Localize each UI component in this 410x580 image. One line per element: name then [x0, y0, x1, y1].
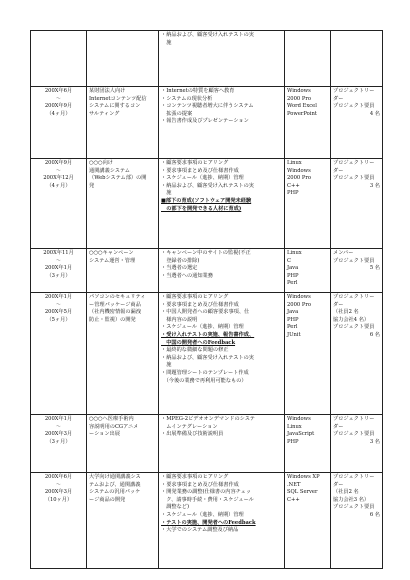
role-line: プロジェクト要員	[333, 324, 375, 331]
client-line: システムの汎用パッケ	[89, 489, 141, 496]
role-cell	[331, 31, 383, 87]
role-line: プロジェクト要員	[333, 504, 375, 511]
period-line: 200X年3月	[44, 431, 73, 438]
project-rows	[31, 31, 383, 569]
env-line: Windows XP	[287, 474, 320, 480]
client-cell	[87, 293, 159, 415]
env-line: .NET	[287, 481, 301, 488]
env-line: Windows	[287, 88, 311, 94]
period-line: 200X年1月	[44, 294, 73, 300]
task-line: ・要求事項まとめ及び仕様書作成	[161, 481, 239, 488]
environment-cell	[285, 293, 331, 415]
tasks-cell	[159, 87, 285, 159]
role-line: プロジェクト要員	[333, 175, 375, 182]
client-line: （Webシステム部）の開	[89, 175, 147, 182]
client-cell	[87, 31, 159, 87]
role-line: （社員2 名	[333, 489, 359, 496]
period-line: 200X年11月	[43, 250, 74, 256]
task-line: ・受け入れテストの実施、報告書作成、	[161, 331, 255, 338]
task-line: 様内容の説明	[161, 316, 198, 323]
period-line: ～	[55, 257, 62, 264]
tasks-cell	[159, 293, 285, 415]
task-line: ・要求事項まとめ及び仕様書作成	[161, 167, 239, 174]
client-cell	[87, 473, 159, 569]
role-line: プロジェクトリー	[333, 416, 375, 422]
period-line: （3ヶ月）	[46, 272, 71, 279]
task-line: ・納品および、顧客受け入れテストの実	[161, 354, 254, 361]
environment-cell	[285, 415, 331, 473]
task-line: ・システムの現状分析	[161, 95, 213, 102]
task-line: ■部下の育成(ソフトウェア開発未経験	[161, 197, 252, 204]
env-line: Java	[287, 265, 299, 272]
client-line: Internetコンテンツ配信	[89, 95, 147, 102]
role-line: ダー	[333, 423, 344, 430]
period-line: 200X年1月	[44, 416, 73, 422]
period-line: 200X年5月	[44, 309, 73, 316]
period-line: （5ヶ月）	[46, 316, 71, 323]
env-line: Windows	[287, 294, 311, 300]
env-line: Linux	[287, 423, 302, 430]
period-cell	[31, 293, 87, 415]
period-line: 200X年1月	[44, 265, 73, 272]
env-line: JUnit	[287, 331, 301, 338]
client-cell	[87, 249, 159, 293]
project-row	[31, 31, 383, 87]
period-line: ～	[55, 301, 62, 308]
task-line: ・当選者の選定	[161, 265, 198, 272]
tasks-cell	[159, 31, 285, 87]
task-line: ・問題管理シートのテンプレート作成	[161, 369, 249, 376]
task-line: ムインテグレーション	[161, 423, 218, 430]
task-line: 施	[161, 362, 172, 369]
period-line: 200X年9月	[44, 103, 73, 110]
env-line: 2000 Pro	[287, 175, 311, 182]
task-line: ・スケジュール（進捗、納期）管理	[161, 511, 244, 518]
env-line: Windows	[287, 416, 311, 422]
client-line: （社内機密情報の漏洩	[89, 309, 141, 316]
task-line: 登録者の排除)	[161, 257, 200, 264]
project-history-table	[30, 30, 383, 569]
client-line: 発	[89, 182, 95, 189]
task-line: ・納品および、顧客受け入れテストの実	[161, 182, 254, 189]
task-line: ・MPEG-2ビデオオンデマンドのシステ	[161, 416, 255, 422]
role-line: メンバー	[333, 250, 354, 256]
env-line: Perl	[287, 280, 298, 287]
env-line: PHP	[287, 438, 299, 445]
project-row	[31, 415, 383, 473]
task-line: ク、請事時手続・費用・スケジュール	[161, 496, 254, 503]
period-cell	[31, 415, 87, 473]
client-line: システムに関するコン	[89, 103, 141, 110]
period-line: ～	[55, 481, 62, 488]
role-cell	[331, 159, 383, 249]
task-line: 施	[161, 39, 172, 46]
client-line: テムおよび、通関講義	[89, 481, 141, 488]
task-line: ・顧客要求事項のヒアリング	[161, 160, 229, 166]
role-line: ダー	[333, 481, 344, 488]
period-cell	[31, 31, 87, 87]
env-line: Word Excel	[287, 103, 317, 110]
project-row	[31, 87, 383, 159]
env-line: C++	[287, 496, 300, 503]
task-line: ・コンテンツ視聴者増大に伴うシステム	[161, 103, 254, 110]
role-cell	[331, 473, 383, 569]
client-line: ○○○キャンペーン	[89, 250, 134, 256]
client-cell	[87, 415, 159, 473]
task-line: ・当選者への通知業務	[161, 272, 213, 279]
role-line: （社員2 名	[333, 309, 359, 316]
task-line: 拡張の提案	[161, 110, 193, 117]
task-line: ・開発業務の調整(仕様書の内容チェッ	[161, 489, 252, 496]
client-line: ージ商品の開発	[89, 496, 126, 503]
task-line: ・顧客要求事項のヒアリング	[161, 294, 229, 300]
role-count: 6 名	[369, 511, 380, 518]
period-line: 200X年3月	[44, 489, 73, 496]
env-line: Perl	[287, 324, 298, 331]
env-line: 2000 Pro	[287, 95, 311, 102]
task-line: 調整など)	[161, 504, 189, 511]
role-line: プロジェクト要員	[333, 257, 375, 264]
role-cell	[331, 415, 383, 473]
project-row	[31, 473, 383, 569]
role-cell	[331, 87, 383, 159]
client-cell	[87, 159, 159, 249]
task-line: ・テストの実施、開発者へのFeedback	[161, 519, 256, 526]
client-line: ー管理パッケージ商品	[89, 301, 141, 308]
task-line: （今後の業務で再利用可能なもの）	[161, 377, 247, 384]
project-row	[31, 293, 383, 415]
client-line: 大学向け通関講義シス	[89, 474, 141, 480]
task-line: の部下を開発できる人材に育成)	[161, 205, 242, 212]
environment-cell	[285, 473, 331, 569]
env-line: Windows	[287, 167, 311, 174]
env-line: 2000 Pro	[287, 301, 311, 308]
environment-cell	[285, 249, 331, 293]
project-row	[31, 159, 383, 249]
env-line: C	[287, 257, 291, 264]
project-row	[31, 249, 383, 293]
role-count: 6 名	[369, 331, 380, 338]
role-line: ダー	[333, 301, 344, 308]
client-line: 某財団法人向け	[89, 88, 126, 94]
tasks-cell	[159, 249, 285, 293]
env-line: PHP	[287, 272, 299, 279]
env-line: PowerPoint	[287, 110, 317, 117]
period-line: （10ヶ月）	[44, 496, 73, 503]
role-line: 協力会社3 名）	[333, 496, 370, 503]
period-line: 200X年6月	[44, 474, 73, 480]
env-line: JavaScript	[287, 431, 315, 438]
period-cell	[31, 249, 87, 293]
task-line: ・Internetの特質を顧客へ教育	[161, 88, 235, 94]
role-line: プロジェクト要員	[333, 103, 375, 110]
period-cell	[31, 159, 87, 249]
task-line: ・大学でのシステム調整及び納品	[161, 527, 239, 534]
task-line: 中国の開発者へのFeedback	[161, 339, 236, 346]
task-line: ・スケジュール（進捗、納期）管理	[161, 324, 244, 331]
role-cell	[331, 293, 383, 415]
role-count: 4 名	[369, 110, 380, 117]
role-line: プロジェクトリー	[333, 474, 375, 480]
period-line: （3ヶ月）	[46, 438, 71, 445]
client-line: ーション出展	[89, 431, 120, 438]
environment-cell	[285, 87, 331, 159]
role-line: プロジェクト要員	[333, 431, 375, 438]
env-line: Linux	[287, 250, 302, 256]
role-count: 5 名	[369, 265, 380, 272]
env-line: Linux	[287, 160, 302, 166]
client-line: システム運営・管理	[89, 257, 136, 264]
role-line: ダー	[333, 167, 344, 174]
period-line: 200X年6月	[44, 88, 73, 94]
client-cell	[87, 87, 159, 159]
task-line: ・スケジュール（進捗、納期）管理	[161, 175, 244, 182]
tasks-cell	[159, 159, 285, 249]
client-line: ○○○向け	[89, 160, 113, 166]
role-line: 協力会社4 名）	[333, 316, 370, 323]
period-cell	[31, 473, 87, 569]
env-line: PHP	[287, 316, 299, 323]
task-line: ・出展準備及び技術説明員	[161, 431, 224, 438]
period-line: （4ヶ月）	[46, 182, 71, 189]
task-line: ・要求事項まとめ及び仕様書作成	[161, 301, 239, 308]
client-line: ○○○へ医療手術内	[89, 416, 134, 422]
environment-cell	[285, 159, 331, 249]
role-line: プロジェクトリー	[333, 88, 375, 94]
client-line: サルティング	[89, 110, 120, 117]
period-line: （4ヶ月）	[46, 110, 71, 117]
task-line: ・キャンペーン中のサイトの監視(不正	[161, 250, 251, 256]
role-count: 3 名	[369, 182, 380, 189]
task-line: ・納品および、顧客受け入れテストの実	[161, 32, 254, 38]
task-line: 施	[161, 190, 172, 197]
client-line: 防止・監視）の開発	[89, 316, 136, 323]
task-line: ・最終的な微細な問題の修正	[161, 347, 229, 354]
role-line: プロジェクトリー	[333, 160, 375, 166]
period-line: ～	[55, 167, 62, 174]
period-line: ～	[55, 95, 62, 102]
period-line: 200X年9月	[44, 160, 73, 166]
tasks-cell	[159, 415, 285, 473]
role-line: ダー	[333, 95, 344, 102]
client-line: パソコンのセキュリティ	[89, 294, 146, 300]
env-line: Java	[287, 309, 299, 316]
tasks-cell	[159, 473, 285, 569]
project-history-page	[30, 30, 382, 569]
env-line: SQL Server	[287, 489, 318, 496]
environment-cell	[285, 31, 331, 87]
task-line: ・報告書作成及びプレゼンテーション	[161, 118, 249, 125]
period-cell	[31, 87, 87, 159]
period-line: ～	[55, 423, 62, 430]
task-line: ・中国人開発者への顧客要求事項、仕	[161, 309, 250, 316]
role-cell	[331, 249, 383, 293]
env-line: PHP	[287, 190, 299, 197]
client-line: 容説明用のCGアニメ	[89, 423, 139, 430]
period-line: 200X年12月	[43, 175, 74, 182]
client-line: 通関講義システム	[89, 167, 130, 174]
role-count: 3 名	[369, 438, 380, 445]
env-line: C++	[287, 182, 300, 189]
task-line: ・顧客要求事項のヒアリング	[161, 474, 229, 480]
role-line: プロジェクトリー	[333, 294, 375, 300]
